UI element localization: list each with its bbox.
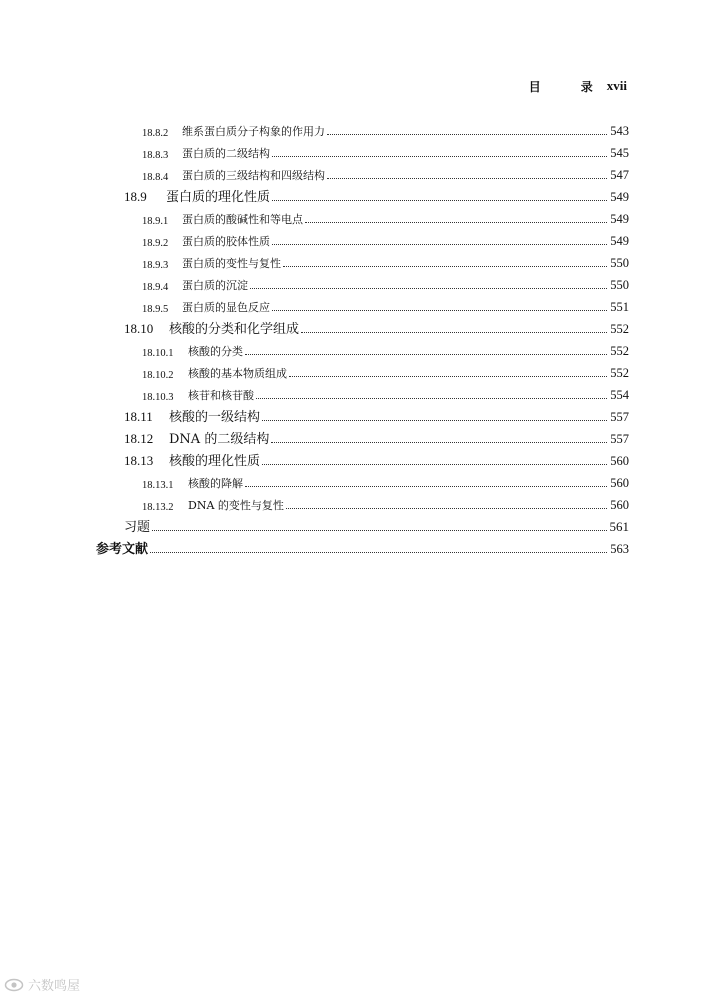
toc-entry[interactable] [96, 117, 629, 139]
toc-entry-title: 蛋白质的二级结构 [182, 147, 270, 160]
toc-leader-dots [271, 442, 607, 443]
toc-entry-number: 18.11 [124, 409, 153, 424]
toc-leader-dots [327, 178, 607, 179]
toc-leader-dots [301, 332, 607, 333]
toc-entry-number: 18.9.2 [142, 238, 169, 249]
toc-leader-dots [286, 508, 607, 509]
toc-entry-page: 552 [610, 322, 629, 336]
toc-entry-title: 蛋白质的沉淀 [182, 279, 248, 292]
toc-entry-page: 561 [609, 519, 629, 534]
toc-entry-title: 蛋白质的酸碱性和等电点 [182, 213, 303, 226]
toc-entry-title: 蛋白质的三级结构和四级结构 [182, 169, 325, 182]
toc-entry[interactable] [96, 293, 629, 315]
table-of-contents [96, 117, 629, 557]
toc-entry[interactable] [96, 337, 629, 359]
toc-entry-page: 547 [610, 168, 629, 182]
toc-entry[interactable] [96, 271, 629, 293]
toc-entry-number: 18.13.1 [142, 480, 174, 491]
toc-entry[interactable] [96, 161, 629, 183]
running-header-title: 目 录 [528, 80, 607, 94]
toc-entry-title: 核酸的降解 [188, 477, 243, 490]
toc-entry-page: 563 [610, 542, 629, 556]
toc-entry-number: 18.9.4 [142, 282, 169, 293]
camera-eye-icon [4, 978, 24, 992]
toc-entry-number: 18.9.5 [142, 304, 169, 315]
toc-entry[interactable] [96, 447, 629, 469]
toc-leader-dots [272, 310, 607, 311]
toc-entry[interactable] [96, 139, 629, 161]
toc-entry-number: 18.13.2 [142, 502, 174, 513]
toc-entry[interactable] [96, 491, 629, 513]
toc-entry-page: 550 [610, 278, 629, 292]
toc-leader-dots [289, 376, 607, 377]
toc-entry-title: 核酸的分类和化学组成 [169, 322, 300, 337]
watermark [4, 975, 80, 994]
toc-entry-number: 18.13 [124, 453, 154, 468]
toc-leader-dots [272, 156, 607, 157]
watermark-text: 六数鸣屋 [28, 979, 81, 994]
toc-leader-dots [262, 420, 607, 421]
toc-entry-page: 549 [610, 234, 629, 248]
toc-entry[interactable] [96, 315, 629, 337]
toc-entry-page: 550 [610, 256, 629, 270]
toc-entry-number: 18.9.1 [142, 216, 169, 227]
toc-leader-dots [262, 464, 607, 465]
toc-leader-dots [327, 134, 607, 135]
toc-entry-page: 545 [610, 146, 629, 160]
running-header-page-number: xvii [606, 78, 627, 93]
toc-leader-dots [245, 354, 607, 355]
toc-entry[interactable] [96, 359, 629, 381]
toc-leader-dots [283, 266, 607, 267]
toc-entry[interactable] [96, 469, 629, 491]
toc-leader-dots [152, 530, 606, 531]
toc-entry-number: 18.8.4 [142, 172, 169, 183]
toc-entry-number: 18.8.2 [142, 128, 169, 139]
toc-entry-title: 核苷和核苷酸 [188, 389, 254, 402]
toc-entry-number: 18.10.3 [142, 392, 174, 403]
toc-entry-page: 560 [610, 454, 629, 468]
toc-entry[interactable] [96, 535, 629, 557]
toc-entry[interactable] [96, 425, 629, 447]
toc-entry[interactable] [96, 381, 629, 403]
toc-entry-page: 560 [610, 498, 629, 512]
toc-entry-page: 552 [610, 344, 629, 358]
toc-entry-title: 蛋白质的显色反应 [182, 301, 270, 314]
toc-leader-dots [245, 486, 607, 487]
toc-entry-number: 18.10.2 [142, 370, 174, 381]
toc-leader-dots [150, 552, 607, 553]
toc-entry-title: 核酸的理化性质 [169, 454, 261, 469]
toc-entry[interactable] [96, 249, 629, 271]
toc-leader-dots [272, 200, 607, 201]
toc-entry-number: 18.8.3 [142, 150, 169, 161]
toc-entry-title: DNA 的二级结构 [169, 432, 270, 447]
toc-entry-page: 554 [610, 388, 629, 402]
toc-entry-title: 核酸的分类 [188, 345, 243, 358]
toc-entry-page: 557 [610, 432, 629, 446]
toc-entry-page: 557 [610, 410, 629, 424]
toc-entry-number: 18.12 [124, 431, 154, 446]
toc-entry[interactable] [96, 183, 629, 205]
toc-leader-dots [305, 222, 607, 223]
toc-entry-number: 18.10.1 [142, 348, 174, 359]
toc-entry[interactable] [96, 205, 629, 227]
toc-entry-page: 549 [610, 190, 629, 204]
toc-entry-page: 552 [610, 366, 629, 380]
toc-entry-number: 18.9 [124, 189, 147, 204]
toc-entry-title: 蛋白质的变性与复性 [182, 257, 281, 270]
toc-entry[interactable] [96, 403, 629, 425]
toc-entry-title: 维系蛋白质分子构象的作用力 [182, 125, 325, 138]
toc-entry-number: 18.10 [124, 321, 154, 336]
toc-leader-dots [272, 244, 607, 245]
toc-entry-title: 核酸的基本物质组成 [188, 367, 287, 380]
toc-entry-title: 习题 [124, 520, 151, 535]
toc-entry-page: 543 [610, 124, 629, 138]
toc-entry-page: 551 [610, 300, 629, 314]
toc-entry-title: 参考文献 [96, 542, 149, 557]
toc-entry-page: 560 [610, 476, 629, 490]
toc-entry-title: 蛋白质的理化性质 [166, 190, 271, 205]
toc-entry-title: DNA 的变性与复性 [188, 499, 284, 512]
toc-leader-dots [250, 288, 607, 289]
toc-entry-number: 18.9.3 [142, 260, 169, 271]
toc-entry-page: 549 [610, 212, 629, 226]
toc-entry[interactable] [96, 513, 629, 535]
toc-entry-title: 核酸的一级结构 [169, 410, 261, 425]
toc-entry[interactable] [96, 227, 629, 249]
running-header [529, 78, 627, 95]
toc-leader-dots [256, 398, 607, 399]
toc-entry-title: 蛋白质的胶体性质 [182, 235, 270, 248]
